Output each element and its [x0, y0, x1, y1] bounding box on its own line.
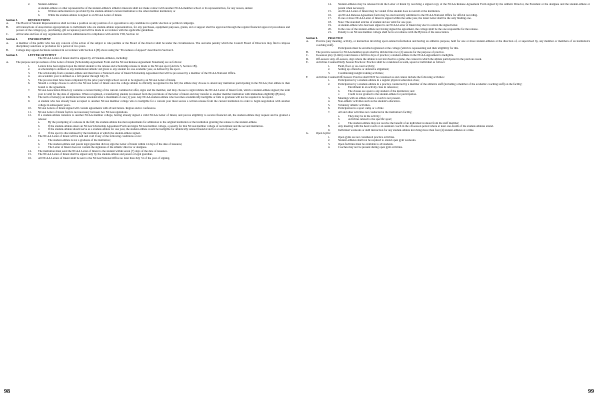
item-label: 2. [328, 81, 331, 86]
item-label: 1. [28, 63, 31, 68]
item-label: a. [38, 9, 41, 14]
item-label: 7. [28, 88, 31, 93]
item-text: Note: The standard articles of student aid are valid for one year. [338, 19, 412, 24]
item-text: Letters have been signed upon the initial student to the release and scholarship release is made to the NCAA sport (Article 5, Section 1B). [38, 63, 198, 68]
item-label [28, 7, 38, 11]
left-page [6, 3, 290, 383]
item-text: A scholarship is defined as any institutional athletic aid given to any student for one academic year, as defined by the sport. [38, 67, 181, 72]
item-text: The NCAA Letter of Intent shall be signed by all Student-Athletes, including: [38, 56, 128, 61]
item-text: Participation by a student-athlete in a practice conducted by a member of the athletics staff (including a member of the academic coaching staff) on the facility; [338, 81, 523, 86]
item-text: An NCAA Release Agreement form may be electronically submitted to the NCAA National Office for official recording. [338, 12, 478, 17]
item-text: Enrollment in an activity class in reference; [348, 85, 399, 90]
item-label: 8. [28, 95, 31, 100]
item-text: All transactions of Association appropriations to individuals who are student-athlete representatives, for any purchases, equipment purposes, grants, aid or support shall be approved through the regular financial approval procedures and powers of the college (e.g., purchasing, gift acceptance) and will be made in accordance with the applicable guidelines. [16, 24, 290, 33]
item-label: 17. [328, 16, 332, 21]
item-label: 5. [28, 77, 31, 82]
item-text: NCAA Letter of Intent form is not necessary between two NCAA regulations. [38, 109, 129, 114]
item-text: Activities Counted/Daily Season Practices: Practice shall be considered as team, squad or individual as follows: [316, 60, 446, 65]
item-text: Penalty to an NCAA member college shall be in accordance with the Bylaws of the Association. [338, 30, 450, 35]
item-text: Meetings with an athlete where a coach is not present. [338, 95, 401, 100]
item-label: 14. [328, 3, 332, 6]
item-label: 1. [328, 134, 331, 139]
item-label: c. [38, 127, 41, 132]
item-label: b. [38, 123, 41, 128]
section-title: ENFORCEMENT [28, 37, 51, 42]
item-text: Participation by a student-athlete in a regular physical education class; [338, 78, 420, 83]
section-number: Section 4. [6, 37, 18, 42]
item-label: c. [338, 92, 341, 97]
item-label: 20. [328, 26, 332, 31]
item-label: 16. [28, 155, 32, 160]
item-text: A student-athlete or other representative of the student-athlete's athletics interests shall not make contact with another NCAA member school or its representatives, for any reason, unless: [38, 5, 254, 10]
item-text: All and other activities not conducted at the institution's facility; [338, 110, 413, 114]
item-label: F. [306, 74, 309, 79]
item-text: The classes are open to any student of the institution; and [348, 88, 415, 93]
item-text: In-season play: (Limit) count means a full five days of practice; a student-athlete in the NCAA Agreement is ineligible. [316, 53, 454, 58]
item-label: A. [6, 21, 9, 26]
item-text: The Board of Student Representatives shall not take a position on any position of or opposition to any candidate in a public election or political campaign. [16, 21, 195, 26]
list-item [6, 14, 290, 18]
item-label: b. [38, 141, 41, 146]
item-text: A student-athlete who has been signed to an NCAA Letter of Intent may elect to return the signed letter. [338, 23, 459, 28]
item-label: 13. [28, 134, 32, 139]
item-label: 4. [328, 99, 331, 104]
item-label: 9. [28, 99, 31, 103]
item-label: B. [6, 24, 9, 29]
item-text: Written authorization is provided by the student-athlete's current institution to the other member institution; or [48, 9, 176, 14]
item-label: a. [38, 138, 41, 143]
item-text: Student-athletes shall not be required to attend open gym workouts. [338, 138, 417, 143]
item-label: C. [6, 31, 9, 36]
item-text: They may be in the activity; [348, 113, 381, 118]
item-label: B. [306, 49, 309, 54]
item-text: Voluntary athletic activities. [338, 102, 371, 107]
item-text: The purpose and procedures of the Letter of Intent (Scholarship Agreement Form and the NCAA Release Agreement Statement) are as follows: [16, 59, 182, 64]
item-label: A. [306, 39, 309, 44]
item-label: 15. [328, 9, 332, 14]
item-text: Activities related to the specific sport; [348, 117, 393, 122]
item-label: 12. [28, 113, 32, 118]
paragraph [6, 33, 290, 37]
item-label: 2. [28, 67, 31, 72]
item-label: E. [306, 60, 309, 65]
item-text: If the sport is discontinued by the institution at which the student-athlete signed. [48, 130, 141, 135]
item-text: Participants must be enrolled registered at the college (which is representing and their eligibility for this. [338, 46, 459, 51]
item-text: NCAA Letters of Intent signed will contain agreements with all and letters. Region and/or conference. [38, 106, 157, 111]
item-text: The term of letter(s) on institutional letter extended after a maximum of one (1) year. Any NCAA student-athlete who becomes academically ineligible or fails to graduate will not be required to be repaid. [38, 95, 274, 100]
item-text: The student-athlete is not a graduate of the institution; [48, 138, 111, 143]
item-label: 2. [328, 138, 331, 143]
item-label: a. [338, 113, 341, 118]
item-text: A member of the public who has any concern of the action of the subject to rule permits or the Board of the director shall be under the circumstances. The outcome penalty which the Council Board of Directors may find to impose disciplinary sanctions or probation for a period of two years. [16, 40, 290, 49]
item-label: a. [338, 85, 341, 90]
section-title: PRACTICE [328, 35, 344, 40]
item-text: If the student-athlete enters an NCAA Scholarship Agreement Form and signs NCAA member college, a penalty for that NCAA member college of recruitment and the second institution. [48, 123, 264, 128]
item-text: If a student-athlete transfers to another NCAA member college, having already signed a valid NCAA Letter of Intent, and proves eligibility to receive financial aid, the student-athlete may request and be granted a release: [38, 113, 290, 121]
item-text: An NCAA Letter of Intent may be voided if the student does not enroll at the institution. [338, 9, 441, 14]
item-text: The NCAA Letter of Intent shall be signed only by the student-athlete and parent or legal guardian. [38, 152, 153, 157]
item-label: C. [306, 53, 309, 58]
item-label: d. [38, 130, 41, 135]
item-label: b. [338, 88, 341, 93]
item-text: A student who has already been accepted to another NCAA member college who is ineligible for a current year must secure a written release from the current institution in order to begin negotiation with another college in subsequent years. [38, 99, 290, 107]
section-title: RESTRICTIONS [28, 17, 50, 22]
right-page [306, 3, 590, 383]
item-label: A. [6, 59, 9, 64]
item-text: The scholarship from a student-athlete and must have a National Letter of Intent/Scholarship Agreement that will be processed by a member of the NCAA National Office. [38, 70, 236, 75]
item-label: 1. [328, 78, 331, 83]
item-text: The institution must send the NCAA Letter of Intent to the student within seven (7) days of the date of issuance. [38, 148, 168, 153]
paragraph [306, 146, 590, 150]
item-text: Conditioning/weight training activities; [338, 70, 384, 75]
item-text: Setting up offensive or defensive alignment; [338, 67, 390, 72]
item-label: 3. [328, 95, 331, 100]
item-label: 8. [328, 124, 331, 129]
paragraph [6, 49, 290, 53]
item-label: 4. [28, 74, 31, 79]
item-text: NCAA Association Directory contains a current listing of the current commercial offer, signs and the member, and may choose to sign/validate the NCAA Letter of Intent form, which a student-athlete signed; the term year is valid for the date of signature. When recognized, a transferring student is released from the provisions of the letter of intent and may transfer to another member institution with immediate eligibility (Bylaw). [38, 88, 290, 96]
item-text: An academic year is defined as a fall quarter through July 31. [38, 74, 110, 79]
item-text: The Letter of Intent does not contain the signature of the athletic director or designee. [48, 145, 147, 150]
item-label: 6. [28, 81, 31, 86]
item-text: If the student-athlete should serve as a student-athlete for one year, the student-athlete would be ineligible for athletically related financial aid for a total of one year. [48, 127, 238, 132]
item-label: 3. [28, 70, 31, 75]
item-label: 10. [28, 106, 32, 111]
item-label: B. [6, 47, 9, 52]
item-label: 9. [328, 127, 331, 132]
item-label: A. [6, 40, 9, 45]
item-label: 14. [28, 148, 32, 153]
item-text: Off-season: Any off-season, days where the athlete is not involved in a game, the contest in which the athlete participated in the previous week. [316, 56, 482, 61]
item-label: 5. [328, 102, 331, 107]
item-text: If one or more NCAA Letter of Intent is signed within the same year, the latest Letter shall be the only binding one. [338, 16, 472, 21]
item-text: Student-Athletes [38, 3, 58, 6]
item-text: All NCAA Letters of Intent shall be sent to the NCAA National Office no later than July 31 of the year of signing. [38, 155, 171, 160]
section-number: Section 6. [306, 35, 318, 40]
section-title: LETTER OF INTENT [28, 52, 57, 57]
item-label: 15. [28, 152, 32, 157]
item-label: 2. [28, 3, 31, 6]
item-label: 7. [328, 110, 331, 114]
item-label: 11. [28, 109, 32, 114]
item-text: College may appeal decisions rendered in accordance with Section 4 (B) above using the "Procedures of Appeal" described in Section 6. [16, 47, 174, 52]
item-text: The practice season for NCAA member sports shall be divided into two (2) seasons for the purpose of practice. [316, 49, 445, 54]
item-text: Coaches may not be present during open gym activities. [338, 145, 403, 150]
item-label: 3. [328, 70, 331, 75]
item-label: 4. [328, 145, 331, 150]
item-label: 18. [328, 19, 332, 24]
item-label: 16. [328, 12, 332, 17]
item-text: Any meeting with the head coach or an assistant coach in the off-season period where at least one-fourth of the student-athletes attend. [338, 124, 494, 129]
item-text: In the case of the student-athlete not having signed the agreement, the college shall be the one responsible for the release. [338, 26, 479, 31]
item-text: Activities Counted/Off-Season: Practice shall NOT be construed as and cannot include the following activities: [316, 74, 445, 79]
item-label: c. [338, 120, 341, 125]
item-text: Credit is not granted to the student-athlete for participation. [348, 92, 417, 97]
item-label: 3. [328, 141, 331, 146]
item-text: Participation in a sport camp or a clinic. [338, 106, 385, 111]
item-label: b. [38, 12, 41, 17]
item-label: G. [306, 131, 309, 136]
section-number: Section 5. [6, 52, 18, 57]
item-label: D. [306, 56, 309, 61]
item-text: Non-athletic activities such as the student's education. [338, 99, 401, 104]
item-label: 19. [328, 23, 332, 28]
item-text: The NCAA Letter of Intent will be null and void if any of the following conditions occur: [38, 134, 142, 139]
list-item [306, 31, 590, 35]
item-text: While the student-athlete is signed to an NCAA Letter of Intent. [48, 12, 123, 17]
section-number: Section 3. [6, 17, 18, 22]
page-number-left: 98 [4, 389, 10, 395]
item-label: 2. [328, 67, 331, 72]
item-text: Student-athletes may be released from the Letter of Intent by receiving a signed copy of the NCAA Release Agreement Form signed by the Athletic Director, the President or the designee and the student-athlete or parent when necessary. [338, 3, 590, 10]
page-number-right: 99 [588, 389, 594, 395]
item-text: Individual workouts or skill instruction for any student-athlete involving more than four (4) student-athletes at a time. [338, 127, 475, 132]
paragraph [6, 157, 290, 161]
item-text: Should a college choose to add to the NCAA Letter of Intent once the college athlete is officially recognized in the fall; the athlete may choose to attend any institution participating in the NCAA; that athlete is then bound to the agreement. [38, 81, 290, 89]
item-text: All income and fees of any organization shall be administered in compliance with Article VIII, Section 12. [16, 31, 140, 36]
item-label: a. [38, 120, 41, 125]
item-text: Open Gyms: [316, 131, 331, 136]
item-text: Open facilities must be available to all students. [338, 141, 394, 146]
item-text: The process must have been completed by the prior year's high school record to be signed to an NCAA Letter of Intent. [38, 77, 176, 82]
item-label: 21. [328, 30, 332, 35]
item-label: 1. [328, 63, 331, 68]
item-text: The student-athlete may not receive the benefit of an individual workout from the staff member; [348, 120, 460, 125]
item-label: 6. [328, 106, 331, 111]
item-text: The student-athlete and parent legal guardian did not sign the Letter of Intent within 14 days of the date of issuance; [48, 141, 183, 146]
item-label: b. [338, 117, 341, 122]
item-label: c. [38, 145, 41, 150]
item-text: Open gyms are not considered practice activities. [338, 134, 395, 139]
item-text: By the prompting of a release in the full; the student-athlete has met requirements for admission to the original institution or the institution granting the release to the student-athlete. [48, 120, 258, 125]
item-text: Practice (any meeting, activity, or instruction involving sport-related information and having an athletics purpose, held for one or more student-athletes at the direction of, or supervised by, any member or members of an institution's coaching staff). [316, 39, 590, 47]
item-text: Field, floor or on-court activity; [338, 63, 375, 68]
